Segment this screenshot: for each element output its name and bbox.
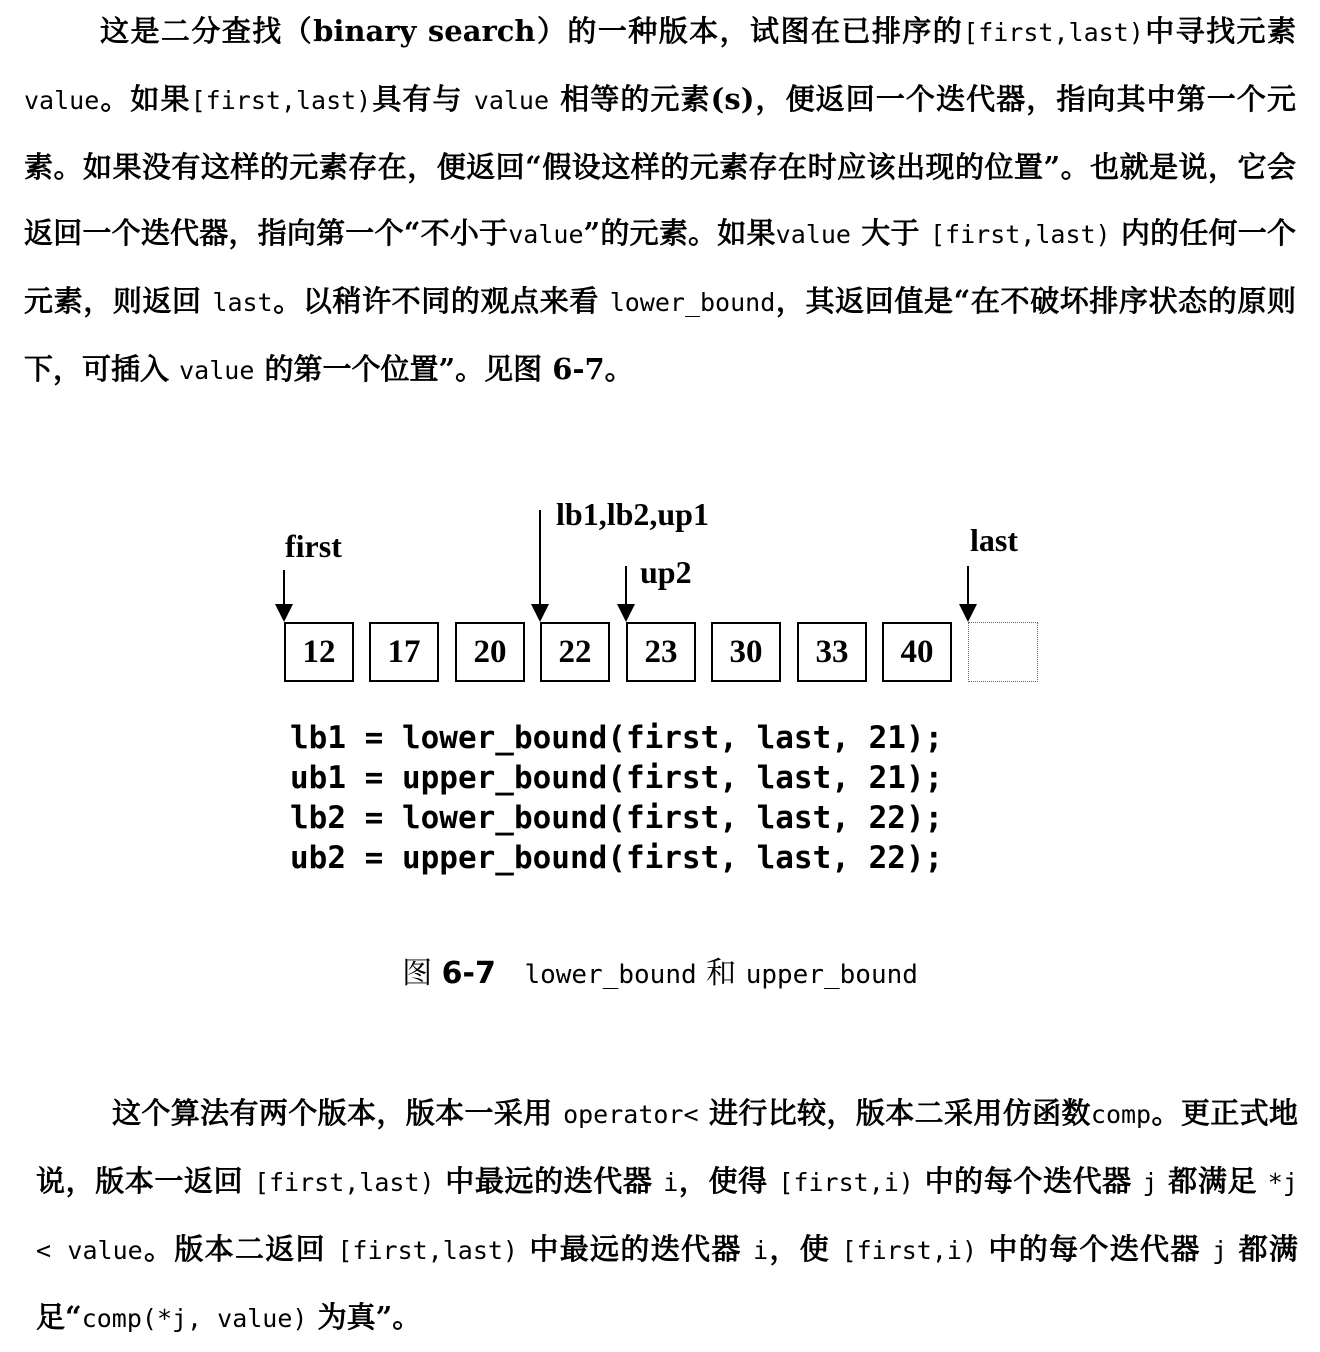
code-value: value (775, 220, 851, 249)
array-cell-past-end (968, 622, 1038, 682)
text: 中最远的迭代器 (529, 1232, 742, 1266)
code-line: ub2 = upper_bound(first, last, 22); (290, 840, 944, 876)
label-up2: up2 (640, 554, 692, 590)
text: 为真”。 (317, 1300, 422, 1334)
caption-conj: 和 (706, 956, 737, 991)
arrow-first-line (283, 570, 285, 604)
code-j: j (1212, 1236, 1228, 1265)
array-cell: 33 (797, 622, 867, 682)
paragraph-versions-description (36, 1080, 1298, 1352)
figure-caption (0, 948, 1320, 992)
code-last: last (212, 288, 273, 317)
code-range: [first,last) (253, 1168, 435, 1197)
code-example (290, 718, 943, 878)
text: 。更正式地说，版本一返回 (36, 1096, 1298, 1198)
text: 中寻找元素 (1143, 14, 1296, 48)
paragraph-lower-bound-description (24, 0, 1296, 404)
text: 内的任何一个元素，则返回 (24, 216, 1296, 318)
array-cell: 12 (284, 622, 354, 682)
label-first: first (285, 528, 342, 564)
text: ，其返回值是“在不破坏排序状态的原则下，可插入 (24, 284, 1296, 386)
text: ，使得 (678, 1164, 768, 1198)
text: 这是二分查找（binary search）的一种版本，试图在已排序的 (100, 14, 964, 48)
text: 的第一个位置”。见图 6-7。 (264, 352, 634, 386)
label-lb1-lb2-up1: lb1,lb2,up1 (556, 496, 709, 532)
arrow-lb1-line (539, 510, 541, 604)
code-j: j (1142, 1168, 1158, 1197)
code-range: [first,last) (190, 86, 372, 115)
arrow-last-line (967, 566, 969, 604)
arrow-up2-head (617, 604, 635, 622)
code-condition: *j < value (36, 1168, 1298, 1265)
array-cell: 23 (626, 622, 696, 682)
text: 进行比较，版本二采用仿函数 (709, 1096, 1091, 1130)
text: 大于 (861, 216, 920, 250)
code-value: value (179, 356, 255, 385)
code-value: value (24, 86, 100, 115)
code-line: lb2 = lower_bound(first, last, 22); (290, 800, 944, 836)
code-i: i (663, 1168, 679, 1197)
text: 。版本二返回 (142, 1232, 326, 1266)
arrow-lb1-head (531, 604, 549, 622)
code-i: i (753, 1236, 769, 1265)
text: 。如果 (99, 82, 191, 116)
caption-prefix: 图 (402, 956, 433, 991)
text: 相等的元素(s)，便返回一个迭代器，指向其中第一个元素。如果没有这样的元素存在，便返回“假设这样的元素存在时应该出现的位置”。也就是说，它会返回一个迭代器，指向第一个“不小于 (24, 82, 1296, 250)
caption-number: 6-7 (441, 956, 496, 991)
text: 这个算法有两个版本，版本一采用 (112, 1096, 553, 1130)
code-line: lb1 = lower_bound(first, last, 21); (290, 720, 944, 756)
code-range: [first,last) (929, 220, 1111, 249)
code-value: value (508, 220, 584, 249)
figure-6-7 (0, 480, 1320, 1000)
code-range-i: [first,i) (778, 1168, 914, 1197)
text: 都满足“ (36, 1232, 1298, 1334)
array-cell: 20 (455, 622, 525, 682)
caption-term-lower-bound: lower_bound (524, 960, 697, 990)
code-line: ub1 = upper_bound(first, last, 21); (290, 760, 944, 796)
code-range: [first,last) (337, 1236, 518, 1265)
arrow-last-head (959, 604, 977, 622)
array-cell: 22 (540, 622, 610, 682)
code-comp-call: comp(*j, value) (81, 1304, 308, 1333)
text: 中的每个迭代器 (924, 1164, 1132, 1198)
caption-term-upper-bound: upper_bound (745, 960, 918, 990)
code-comp: comp (1090, 1100, 1152, 1129)
text: 中最远的迭代器 (445, 1164, 653, 1198)
code-range: [first,last) (963, 18, 1144, 47)
text: 具有与 (371, 82, 463, 116)
array-cell: 30 (711, 622, 781, 682)
arrow-up2-line (625, 566, 627, 604)
text: 。以稍许不同的观点来看 (272, 284, 599, 318)
code-value: value (473, 86, 550, 115)
text: 中的每个迭代器 (988, 1232, 1201, 1266)
text: ”的元素。如果 (583, 216, 776, 250)
label-last: last (970, 522, 1018, 558)
code-range-i: [first,i) (841, 1236, 977, 1265)
text: 都满足 (1168, 1164, 1258, 1198)
code-operator: operator< (563, 1100, 699, 1129)
arrow-first-head (275, 604, 293, 622)
code-lower-bound: lower_bound (609, 288, 776, 317)
text: ，使 (768, 1232, 831, 1266)
array-cell: 40 (882, 622, 952, 682)
array-cell: 17 (369, 622, 439, 682)
